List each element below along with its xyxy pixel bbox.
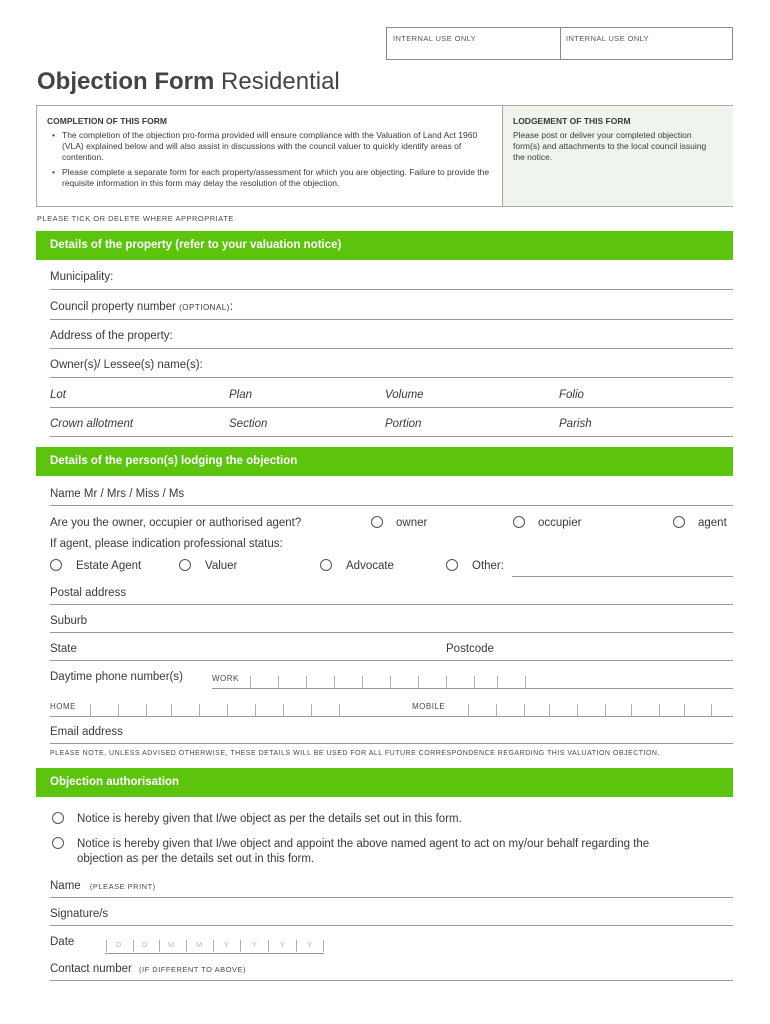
- work-phone-digit-divider: [525, 676, 526, 688]
- authorisation-option-1-label: Notice is hereby given that I/we object as per the details set out in this form.: [77, 813, 462, 825]
- owners-label: Owner(s)/ Lessee(s) name(s):: [50, 359, 203, 371]
- role-agent-label: agent: [698, 517, 727, 529]
- signatory-name-line[interactable]: [50, 897, 733, 898]
- name-title-label: Name Mr / Mrs / Miss / Ms: [50, 488, 185, 500]
- contact-number-line[interactable]: [50, 980, 733, 981]
- postal-address-label: Postal address: [50, 587, 127, 599]
- council-number-line[interactable]: [50, 319, 733, 320]
- state-line[interactable]: [50, 660, 733, 661]
- suburb-label: Suburb: [50, 615, 88, 627]
- municipality-label: Municipality:: [50, 271, 114, 283]
- date-month-digit-2: M: [196, 940, 203, 949]
- lodgement-text: Please post or deliver your completed objection form(s) and attachments to the local council issuing the notice.: [513, 130, 707, 162]
- home-phone-digit-divider: [146, 704, 147, 716]
- home-phone-digit-divider: [118, 704, 119, 716]
- lot-label: Lot: [50, 389, 66, 401]
- authorisation-option-2-line-2: objection as per the details set out in this form.: [77, 853, 315, 865]
- work-phone-label: WORK: [212, 674, 239, 683]
- home-phone-label: HOME: [50, 702, 76, 711]
- suburb-line[interactable]: [50, 632, 733, 633]
- mobile-phone-digit-divider: [711, 704, 712, 716]
- council-number-colon: :: [229, 301, 234, 313]
- date-day-digit-1: D: [116, 940, 122, 949]
- internal-use-label-2: INTERNAL USE ONLY: [566, 34, 650, 43]
- folio-label: Folio: [559, 389, 584, 401]
- completion-bullet-1: • The completion of the objection pro-forma provided will ensure compliance with the Valuation of Land Act 1960 (VLA) explained below and will also assist in discussions with the council valuer to quickly identify areas of contention.: [62, 130, 492, 163]
- authorisation-section-header: Objection authorisation: [36, 768, 733, 797]
- date-year-digit-4: Y: [307, 940, 313, 949]
- work-phone-digit-divider: [334, 676, 335, 688]
- mobile-phone-digit-divider: [524, 704, 525, 716]
- date-line[interactable]: [105, 953, 324, 954]
- work-phone-digit-divider: [278, 676, 279, 688]
- mobile-phone-digit-divider: [631, 704, 632, 716]
- role-occupier-label: occupier: [538, 517, 582, 529]
- page-title: [37, 68, 340, 96]
- status-valuer-label: Valuer: [205, 560, 238, 572]
- completion-panel: [37, 106, 502, 206]
- status-estate-agent-radio[interactable]: [50, 559, 62, 571]
- postal-address-line[interactable]: [50, 604, 733, 605]
- authorisation-option-2-line-1: Notice is hereby given that I/we object and appoint the above named agent to act on my/our behalf regarding the: [77, 838, 650, 850]
- owners-line[interactable]: [50, 377, 733, 378]
- date-year-digit-3: Y: [280, 940, 286, 949]
- address-label: Address of the property:: [50, 330, 173, 342]
- role-question: Are you the owner, occupier or authorised agent?: [50, 517, 302, 529]
- authorisation-option-1-radio[interactable]: [52, 812, 64, 824]
- home-phone-digit-divider: [283, 704, 284, 716]
- postcode-label: Postcode: [446, 643, 494, 655]
- status-other-line[interactable]: [512, 576, 733, 577]
- contact-number-hint: (IF DIFFERENT TO ABOVE): [139, 965, 246, 974]
- lot-line[interactable]: [50, 407, 733, 408]
- tick-note: PLEASE TICK OR DELETE WHERE APPROPRIATE: [37, 214, 234, 223]
- home-phone-digit-divider: [171, 704, 172, 716]
- date-year-digit-1: Y: [224, 940, 230, 949]
- work-phone-digit-divider: [306, 676, 307, 688]
- info-panel: [36, 105, 733, 207]
- status-valuer-radio[interactable]: [179, 559, 191, 571]
- lodgement-heading: LODGEMENT OF THIS FORM: [513, 116, 631, 126]
- date-month-digit-1: M: [168, 940, 175, 949]
- home-phone-digit-divider: [90, 704, 91, 716]
- completion-bullet-2: • Please complete a separate form for each property/assessment for which you are objecting. Failure to provide the requisite information in this form may delay the resolution of the objection.: [62, 167, 492, 189]
- mobile-phone-digit-divider: [468, 704, 469, 716]
- address-line[interactable]: [50, 348, 733, 349]
- role-occupier-radio[interactable]: [513, 516, 525, 528]
- date-digit-divider: [213, 940, 214, 952]
- home-phone-digit-divider: [255, 704, 256, 716]
- status-estate-agent-label: Estate Agent: [76, 560, 142, 572]
- work-phone-digit-divider: [250, 676, 251, 688]
- title-bold: Objection Form: [37, 68, 215, 95]
- email-label: Email address: [50, 726, 123, 738]
- mobile-phone-digit-divider: [605, 704, 606, 716]
- council-number-optional: (OPTIONAL): [179, 303, 230, 312]
- work-phone-digit-divider: [474, 676, 475, 688]
- home-phone-digit-divider: [199, 704, 200, 716]
- council-number-label: [50, 301, 233, 313]
- work-phone-digit-divider: [418, 676, 419, 688]
- property-section-header: Details of the property (refer to your valuation notice): [36, 231, 733, 260]
- date-day-digit-2: D: [142, 940, 148, 949]
- status-advocate-radio[interactable]: [320, 559, 332, 571]
- work-phone-line[interactable]: [212, 688, 733, 689]
- role-owner-radio[interactable]: [371, 516, 383, 528]
- contact-number-label: [50, 963, 246, 975]
- section-label: Section: [229, 418, 268, 430]
- name-line[interactable]: [50, 505, 733, 506]
- volume-label: Volume: [385, 389, 424, 401]
- lodgement-panel: [502, 106, 733, 206]
- signatory-name-label: [50, 880, 156, 892]
- person-section-header: Details of the person(s) lodging the objection: [36, 447, 733, 476]
- signature-label: Signature/s: [50, 908, 109, 920]
- work-phone-digit-divider: [362, 676, 363, 688]
- crown-allotment-line[interactable]: [50, 436, 733, 437]
- portion-label: Portion: [385, 418, 422, 430]
- correspondence-note: PLEASE NOTE, UNLESS ADVISED OTHERWISE, THESE DETAILS WILL BE USED FOR ALL FUTURE CORRESPONDENCE REGARDING THIS VALUATION OBJECTION.: [50, 750, 660, 757]
- authorisation-option-2-radio[interactable]: [52, 837, 64, 849]
- daytime-phone-label: Daytime phone number(s): [50, 671, 183, 683]
- council-number-text: Council property number: [50, 301, 176, 313]
- completion-heading: COMPLETION OF THIS FORM: [47, 116, 167, 126]
- municipality-line[interactable]: [50, 289, 733, 290]
- mobile-phone-digit-divider: [549, 704, 550, 716]
- state-label: State: [50, 643, 77, 655]
- mobile-phone-digit-divider: [496, 704, 497, 716]
- mobile-phone-digit-divider: [659, 704, 660, 716]
- email-line[interactable]: [50, 743, 733, 744]
- crown-allotment-label: Crown allotment: [50, 418, 134, 430]
- date-digit-divider: [106, 940, 107, 952]
- signatory-name-hint: (PLEASE PRINT): [89, 882, 156, 891]
- signatory-name-text: Name: [50, 880, 81, 892]
- home-mobile-phone-line[interactable]: [50, 716, 733, 717]
- date-digit-divider: [323, 940, 324, 952]
- status-other-radio[interactable]: [446, 559, 458, 571]
- mobile-phone-digit-divider: [577, 704, 578, 716]
- internal-use-divider: [560, 28, 561, 60]
- contact-number-text: Contact number: [50, 963, 132, 975]
- home-phone-digit-divider: [227, 704, 228, 716]
- internal-use-label-1: INTERNAL USE ONLY: [393, 34, 477, 43]
- date-year-digit-2: Y: [252, 940, 258, 949]
- title-rest: Residential: [221, 68, 340, 95]
- role-owner-label: owner: [396, 517, 428, 529]
- role-agent-radio[interactable]: [673, 516, 685, 528]
- status-advocate-label: Advocate: [346, 560, 394, 572]
- status-other-label: Other:: [472, 560, 504, 572]
- home-phone-digit-divider: [311, 704, 312, 716]
- plan-label: Plan: [229, 389, 253, 401]
- date-digit-divider: [268, 940, 269, 952]
- date-digit-divider: [186, 940, 187, 952]
- work-phone-digit-divider: [390, 676, 391, 688]
- mobile-phone-digit-divider: [684, 704, 685, 716]
- signature-line[interactable]: [50, 925, 733, 926]
- agent-status-label: If agent, please indication professional status:: [50, 538, 283, 550]
- work-phone-digit-divider: [446, 676, 447, 688]
- work-phone-digit-divider: [497, 676, 498, 688]
- date-label: Date: [50, 936, 75, 948]
- date-digit-divider: [240, 940, 241, 952]
- home-phone-digit-divider: [339, 704, 340, 716]
- date-digit-divider: [296, 940, 297, 952]
- date-digit-divider: [159, 940, 160, 952]
- internal-use-box: [386, 27, 733, 60]
- parish-label: Parish: [559, 418, 592, 430]
- date-digit-divider: [133, 940, 134, 952]
- mobile-phone-label: MOBILE: [412, 702, 446, 711]
